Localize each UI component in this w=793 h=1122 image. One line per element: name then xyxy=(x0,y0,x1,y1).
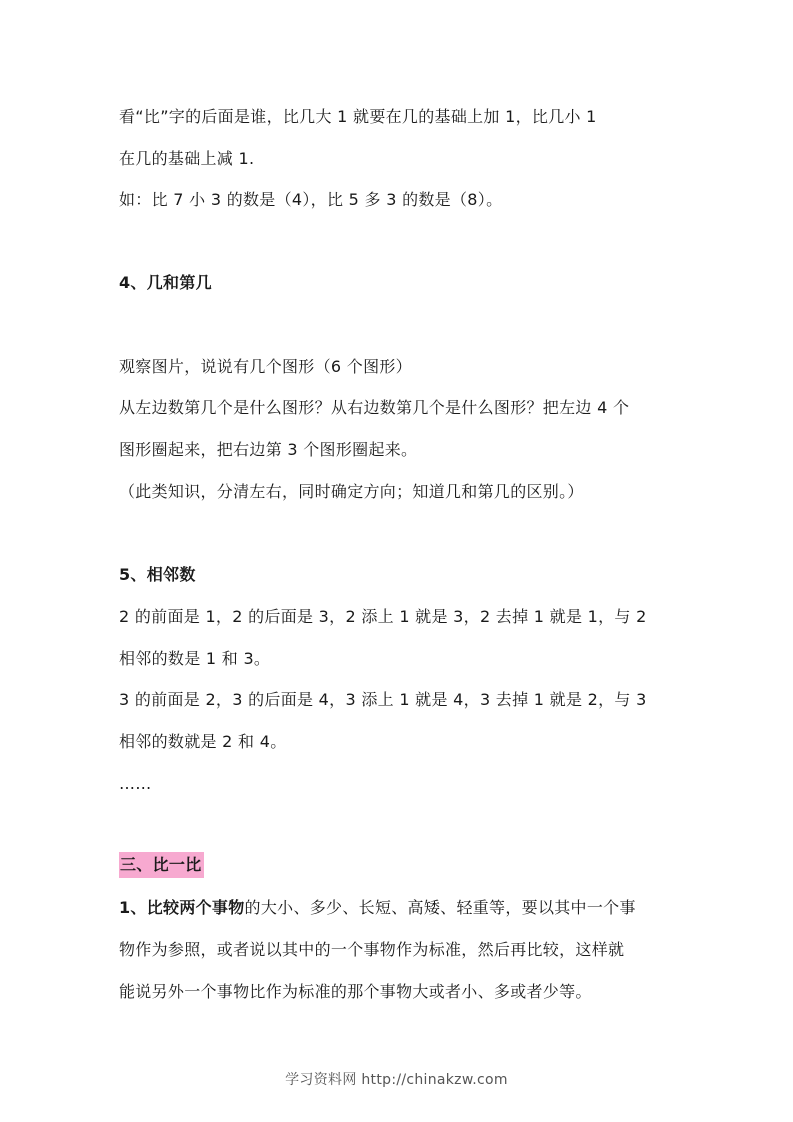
paragraph-line: 物作为参照，或者说以其中的一个事物作为标准，然后再比较，这样就 xyxy=(119,940,625,959)
paragraph-line: 如：比 7 小 3 的数是（4），比 5 多 3 的数是（8）。 xyxy=(119,190,503,209)
paragraph-line: 相邻的数是 1 和 3。 xyxy=(119,649,271,668)
paragraph-line: 从左边数第几个是什么图形？从右边数第几个是什么图形？把左边 4 个 xyxy=(119,398,630,417)
section-heading: 5、相邻数 xyxy=(119,565,196,584)
ellipsis: …… xyxy=(119,774,152,793)
paragraph-line: 观察图片，说说有几个图形（6 个图形） xyxy=(119,357,412,376)
paragraph-line: 2 的前面是 1，2 的后面是 3，2 添上 1 就是 3，2 去掉 1 就是 1，与 2 xyxy=(119,607,647,626)
footer-watermark: 学习资料网 http://chinakzw.com xyxy=(285,1072,508,1088)
paragraph-line: 图形圈起来，把右边第 3 个图形圈起来。 xyxy=(119,440,418,459)
paragraph-line: 看“比”字的后面是谁，比几大 1 就要在几的基础上加 1，比几小 1 xyxy=(119,107,597,126)
bold-lead-text: 1、比较两个事物 xyxy=(119,898,245,917)
section-heading: 4、几和第几 xyxy=(119,273,212,292)
paragraph-line: 能说另外一个事物比作为标准的那个事物大或者小、多或者少等。 xyxy=(119,982,592,1001)
chapter-heading xyxy=(119,854,204,876)
paragraph-line xyxy=(119,897,636,919)
paragraph-text: 的大小、多少、长短、高矮、轻重等，要以其中一个事 xyxy=(244,898,636,917)
paragraph-line: （此类知识，分清左右，同时确定方向；知道几和第几的区别。） xyxy=(119,482,584,501)
paragraph-line: 3 的前面是 2，3 的后面是 4，3 添上 1 就是 4，3 去掉 1 就是 2，与 3 xyxy=(119,690,647,709)
paragraph-line: 相邻的数就是 2 和 4。 xyxy=(119,732,287,751)
highlighted-heading: 三、比一比 xyxy=(119,852,204,878)
paragraph-line: 在几的基础上减 1. xyxy=(119,149,255,168)
